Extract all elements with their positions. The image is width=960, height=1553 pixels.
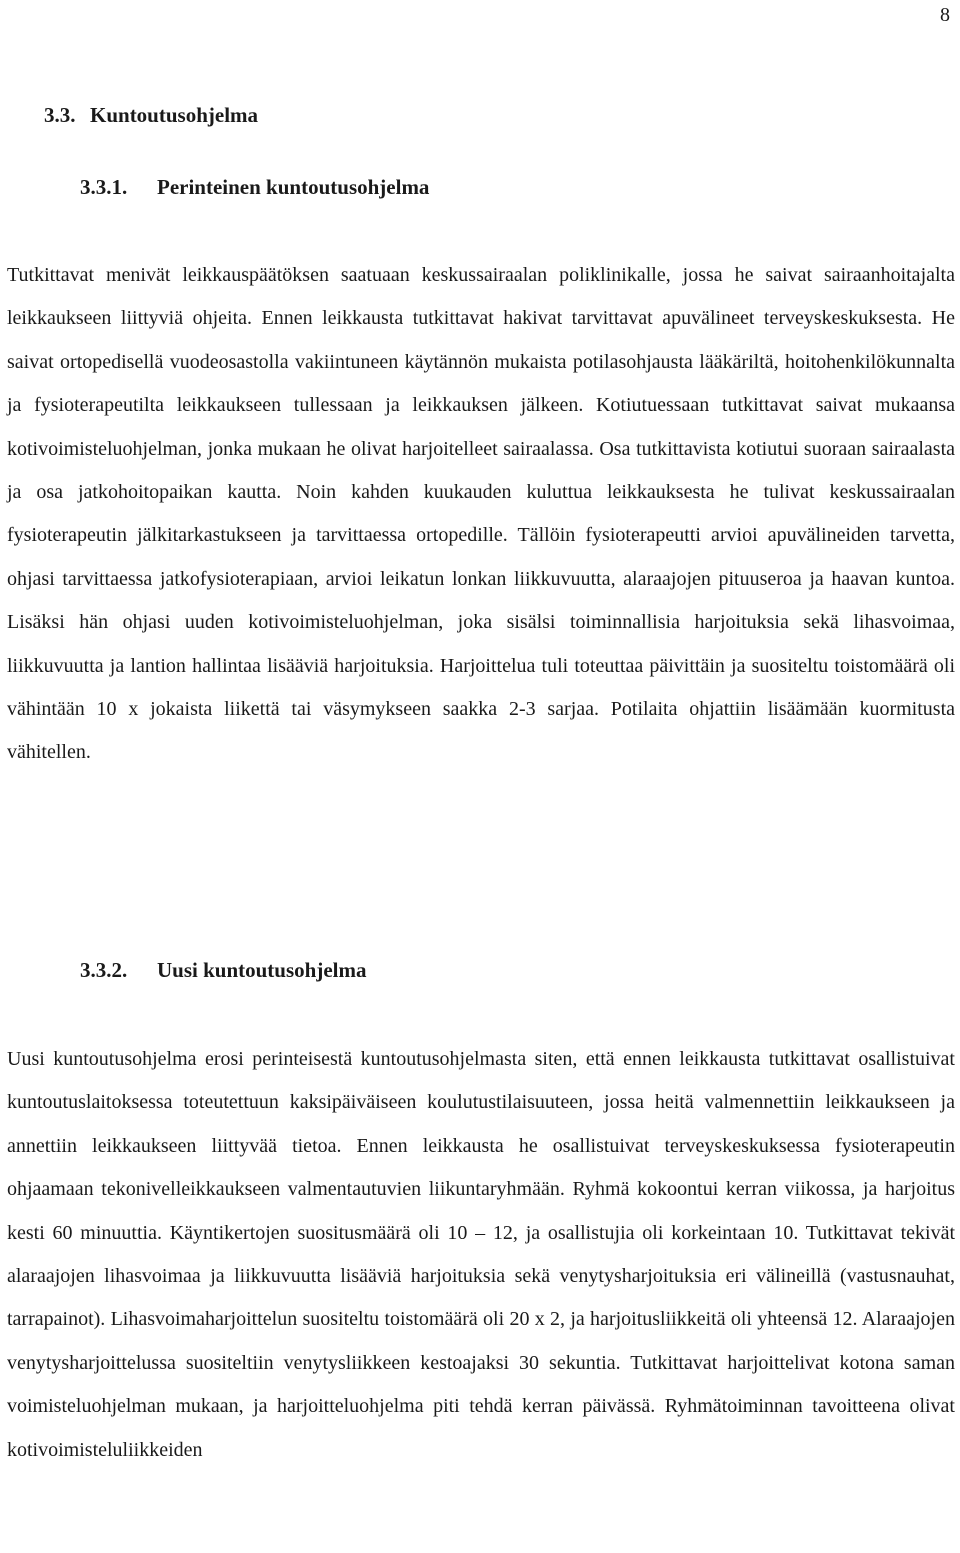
section-title: Kuntoutusohjelma xyxy=(90,103,259,127)
subsection-title: Uusi kuntoutusohjelma xyxy=(157,958,367,982)
subsection-heading-new xyxy=(80,958,366,983)
subsection-heading-traditional xyxy=(80,175,429,200)
page-number: 8 xyxy=(940,4,950,26)
subsection-title: Perinteinen kuntoutusohjelma xyxy=(157,175,430,199)
subsection-number: 3.3.1. xyxy=(80,175,128,199)
section-heading xyxy=(44,103,258,128)
paragraph-new-program: Uusi kuntoutusohjelma erosi perinteisestä kuntoutusohjelmasta siten, että ennen leikkausta tutkittavat osallistuivat kuntoutuslaitoksessa toteutettuun kaksipäiväiseen koulutustilaisuuteen, jossa heitä valmennettiin leikkaukseen ja annettiin leikkaukseen liittyvää tietoa. Ennen leikkausta he osallistuivat terveyskeskuksessa fysioterapeutin ohjaamaan tekonivelleikkaukseen valmentautuvien liikuntaryhmään. Ryhmä kokoontui kerran viikossa, ja harjoitus kesti 60 minuuttia. Käyntikertojen suositusmäärä oli 10 – 12, ja osallistujia oli korkeintaan 10. Tutkittavat tekivät alaraajojen lihasvoimaa ja liikkuvuutta lisääviä harjoituksia sekä venytysharjoituksia eri välineillä (vastusnauhat, tarrapainot). Lihasvoimaharjoittelun suositeltu toistomäärä oli 20 x 2, ja harjoitusliikkeitä oli yhteensä 12. Alaraajojen venytysharjoittelussa suositeltiin venytysliikkeen kestoajaksi 30 sekuntia. Tutkittavat harjoittelivat kotona saman voimisteluohjelman mukaan, ja harjoitteluohjelma piti tehdä kerran päivässä. Ryhmätoiminnan tavoitteena olivat kotivoimisteluliikkeiden xyxy=(7,1048,955,1461)
section-number: 3.3. xyxy=(44,103,76,127)
subsection-number: 3.3.2. xyxy=(80,958,128,982)
paragraph-traditional-program: Tutkittavat menivät leikkauspäätöksen saatuaan keskussairaalan poliklinikalle, jossa he saivat sairaanhoitajalta leikkaukseen liittyviä ohjeita. Ennen leikkausta tutkittavat hakivat tarvittavat apuvälineet terveyskeskuksesta. He saivat ortopedisellä vuodeosastolla vakiintuneen käytännön mukaista potilasohjausta lääkäriltä, hoitohenkilökunnalta ja fysioterapeutilta leikkaukseen tullessaan ja leikkauksen jälkeen. Kotiutuessaan tutkittavat saivat mukaansa kotivoimisteluohjelman, jonka mukaan he olivat harjoitelleet sairaalassa. Osa tutkittavista kotiutui suoraan sairaalasta ja osa jatkohoitopaikan kautta. Noin kahden kuukauden kuluttua leikkauksesta he tulivat keskussairaalan fysioterapeutin jälkitarkastukseen ja tarvittaessa ortopedille. Tällöin fysioterapeutti arvioi apuvälineiden tarvetta, ohjasi tarvittaessa jatkofysioterapiaan, arvioi leikatun lonkan liikkuvuutta, alaraajojen pituuseroa ja haavan kuntoa. Lisäksi hän ohjasi uuden kotivoimisteluohjelman, joka sisälsi toiminnallisia harjoituksia sekä lihasvoimaa, liikkuvuutta ja lantion hallintaa lisääviä harjoituksia. Harjoittelua tuli toteuttaa päivittäin ja suositeltu toistomäärä oli vähintään 10 x jokaista liikettä tai väsymykseen saakka 2-3 sarjaa. Potilaita ohjattiin lisäämään kuormitusta vähitellen. xyxy=(7,264,955,764)
